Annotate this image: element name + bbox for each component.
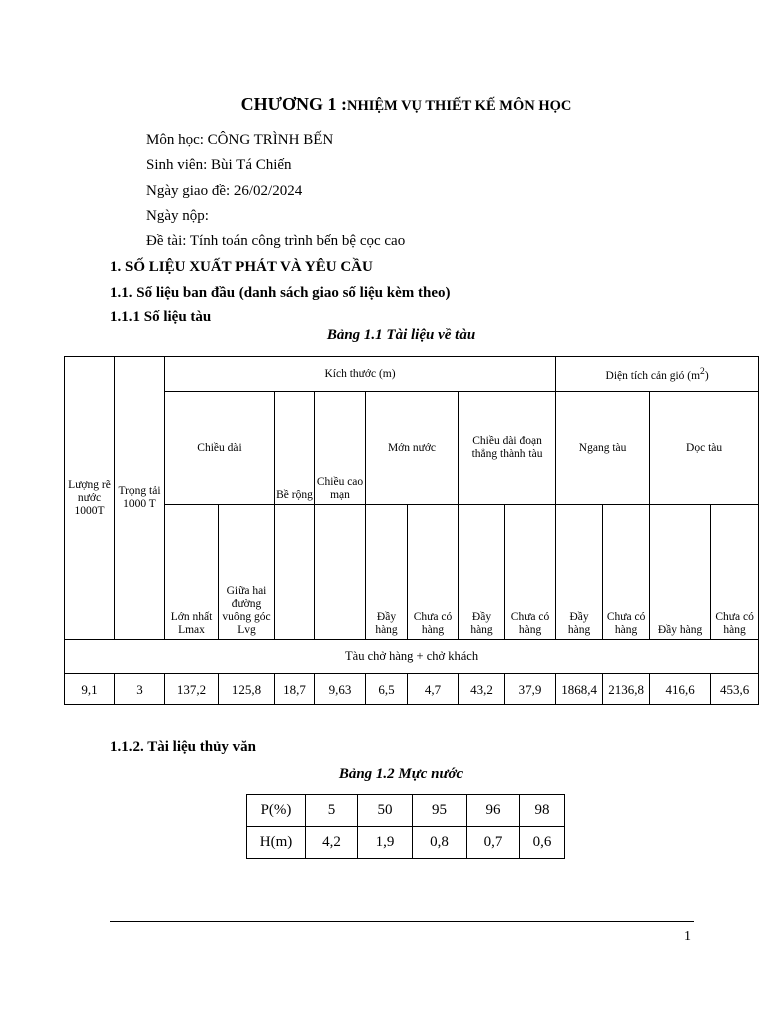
section-heading-1: 1. SỐ LIỆU XUẤT PHÁT VÀ YÊU CẦU	[110, 259, 373, 275]
ship-type-row: Tàu chở hàng + chở khách	[65, 640, 759, 674]
water-level-cell: 5	[306, 795, 358, 827]
header-dimensions: Kích thước (m)	[165, 357, 556, 392]
water-level-cell: H(m)	[247, 827, 306, 859]
value-cell: 1868,4	[556, 674, 603, 705]
submitted-date-line: Ngày nộp:	[146, 208, 209, 224]
value-cell: 9,1	[65, 674, 115, 705]
value-cell: 3	[115, 674, 165, 705]
value-cell: 125,8	[219, 674, 275, 705]
section-heading-1-1-2: 1.1.2. Tài liệu thủy văn	[110, 739, 257, 755]
water-level-cell: 95	[413, 795, 467, 827]
header-draft-empty: Chưa có hàng	[408, 505, 459, 640]
value-cell: 18,7	[275, 674, 315, 705]
water-level-cell: 0,8	[413, 827, 467, 859]
student-line: Sinh viên: Bùi Tá Chiến	[146, 157, 292, 173]
wind-area-close: )	[704, 369, 709, 382]
header-longitudinal-empty: Chưa có hàng	[711, 505, 759, 640]
page-number: 1	[684, 929, 691, 944]
ship-data-table	[64, 356, 759, 705]
header-transverse-loaded: Đầy hàng	[556, 505, 603, 640]
chapter-title: NHIỆM VỤ THIẾT KẾ MÔN HỌC	[346, 98, 572, 114]
header-wind-area	[556, 357, 759, 392]
header-draft: Mớn nước	[366, 392, 459, 505]
value-cell: 43,2	[459, 674, 505, 705]
header-lvg: Giữa hai đường vuông góc Lvg	[219, 505, 275, 640]
header-lmax: Lớn nhất Lmax	[165, 505, 219, 640]
header-transverse: Ngang tàu	[556, 392, 650, 505]
water-level-cell: 1,9	[358, 827, 413, 859]
header-straight-length: Chiều dài đoạn thẳng thành tàu	[459, 392, 556, 505]
water-level-cell: 0,6	[520, 827, 565, 859]
header-transverse-empty: Chưa có hàng	[603, 505, 650, 640]
water-level-cell: 96	[467, 795, 520, 827]
value-cell: 37,9	[505, 674, 556, 705]
topic-line: Đề tài: Tính toán công trình bến bệ cọc cao	[146, 233, 406, 249]
value-cell: 453,6	[711, 674, 759, 705]
water-level-cell: 4,2	[306, 827, 358, 859]
water-level-cell: 98	[520, 795, 565, 827]
header-depth-blank	[315, 505, 366, 640]
value-cell: 416,6	[650, 674, 711, 705]
chapter-label: CHƯƠNG 1 :	[240, 94, 347, 114]
footer-divider	[110, 921, 694, 922]
value-cell: 6,5	[366, 674, 408, 705]
water-level-cell: P(%)	[247, 795, 306, 827]
wind-area-label: Diện tích cản gió (m	[605, 369, 701, 382]
value-cell: 2136,8	[603, 674, 650, 705]
header-straight-loaded: Đầy hàng	[459, 505, 505, 640]
value-cell: 9,63	[315, 674, 366, 705]
water-level-cell: 0,7	[467, 827, 520, 859]
section-heading-1-1-1: 1.1.1 Số liệu tàu	[110, 309, 212, 325]
header-longitudinal-loaded: Đầy hàng	[650, 505, 711, 640]
header-beam-blank	[275, 505, 315, 640]
assigned-date-line: Ngày giao đề: 26/02/2024	[146, 183, 303, 199]
water-level-table	[246, 794, 565, 859]
header-straight-empty: Chưa có hàng	[505, 505, 556, 640]
subject-line: Môn học: CÔNG TRÌNH BẾN	[146, 132, 334, 148]
value-cell: 4,7	[408, 674, 459, 705]
header-displacement: Lượng rẽ nước 1000T	[65, 357, 115, 640]
section-heading-1-1: 1.1. Số liệu ban đầu (danh sách giao số liệu kèm theo)	[110, 285, 451, 301]
header-beam: Bề rộng	[275, 392, 315, 505]
header-length: Chiều dài	[165, 392, 275, 505]
water-level-cell: 50	[358, 795, 413, 827]
wind-area-exponent: 2	[700, 366, 705, 378]
header-deadweight: Trọng tải 1000 T	[115, 357, 165, 640]
water-table-caption: Bảng 1.2 Mực nước	[338, 766, 464, 782]
ship-table-caption: Bảng 1.1 Tài liệu về tàu	[326, 327, 476, 343]
header-depth: Chiều cao mạn	[315, 392, 366, 505]
header-longitudinal: Dọc tàu	[650, 392, 759, 505]
header-draft-loaded: Đầy hàng	[366, 505, 408, 640]
page-title	[0, 94, 768, 115]
value-cell: 137,2	[165, 674, 219, 705]
